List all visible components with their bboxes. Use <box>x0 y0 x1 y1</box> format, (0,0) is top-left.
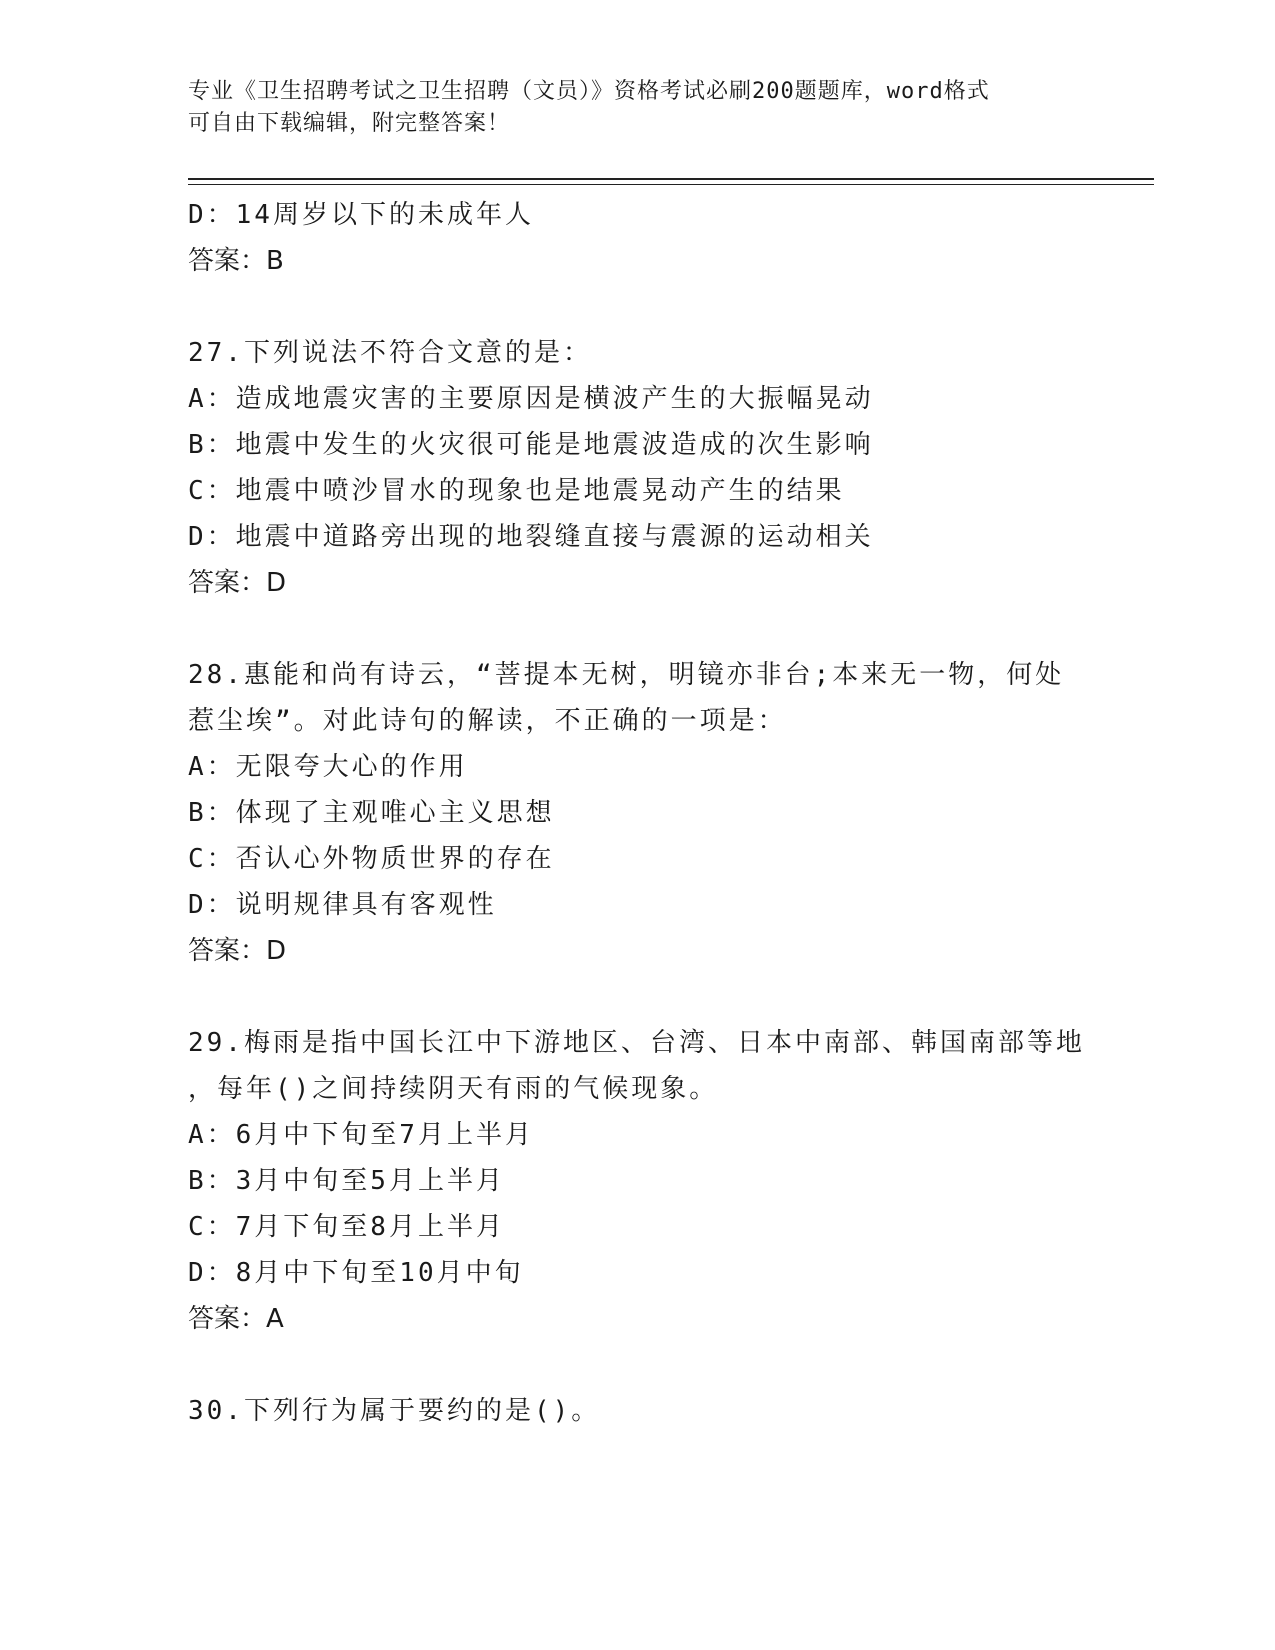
question-30 <box>188 1388 1088 1434</box>
option-d: D：8月中下旬至10月中旬 <box>188 1258 524 1288</box>
option-a: A：6月中下旬至7月上半月 <box>188 1120 534 1150</box>
option-b: B：3月中旬至5月上半月 <box>188 1166 505 1196</box>
question-stem: 27.下列说法不符合文意的是： <box>188 338 592 368</box>
question-stem: 30.下列行为属于要约的是()。 <box>188 1396 601 1426</box>
question-29 <box>188 1020 1088 1342</box>
header-line-2: 可自由下载编辑，附完整答案！ <box>188 111 511 136</box>
option-c: C：地震中喷沙冒水的现象也是地震晃动产生的结果 <box>188 476 845 506</box>
option-c: C：否认心外物质世界的存在 <box>188 844 555 874</box>
question-stem: 29.梅雨是指中国长江中下游地区、台湾、日本中南部、韩国南部等地 <box>188 1028 1085 1058</box>
header-rule-thick <box>188 178 1154 180</box>
question-28 <box>188 652 1088 974</box>
header-rule-thin <box>188 184 1154 185</box>
option-b: B：体现了主观唯心主义思想 <box>188 798 555 828</box>
question-list <box>188 192 1088 1434</box>
option-d: D：说明规律具有客观性 <box>188 890 497 920</box>
option-b: B：地震中发生的火灾很可能是地震波造成的次生影响 <box>188 430 874 460</box>
question-stem-continued: ，每年()之间持续阴天有雨的气候现象。 <box>188 1074 719 1104</box>
answer: 答案：D <box>188 568 287 598</box>
option-a: A：造成地震灾害的主要原因是横波产生的大振幅晃动 <box>188 384 874 414</box>
option-d: D：地震中道路旁出现的地裂缝直接与震源的运动相关 <box>188 522 874 552</box>
answer: 答案：D <box>188 936 287 966</box>
option-a: A：无限夸大心的作用 <box>188 752 468 782</box>
header-line-1: 专业《卫生招聘考试之卫生招聘（文员）》资格考试必刷200题题库，word格式 <box>188 79 990 104</box>
question-stem-continued: 惹尘埃”。对此诗句的解读，不正确的一项是： <box>188 706 787 736</box>
document-header <box>188 76 1088 140</box>
question-stem: 28.惠能和尚有诗云，“菩提本无树，明镜亦非台;本来无一物，何处 <box>188 660 1065 690</box>
question-27 <box>188 330 1088 606</box>
carryover-answer: 答案：B <box>188 246 284 276</box>
option-c: C：7月下旬至8月上半月 <box>188 1212 505 1242</box>
answer: 答案：A <box>188 1304 284 1334</box>
carryover-option-d: D：14周岁以下的未成年人 <box>188 200 534 230</box>
